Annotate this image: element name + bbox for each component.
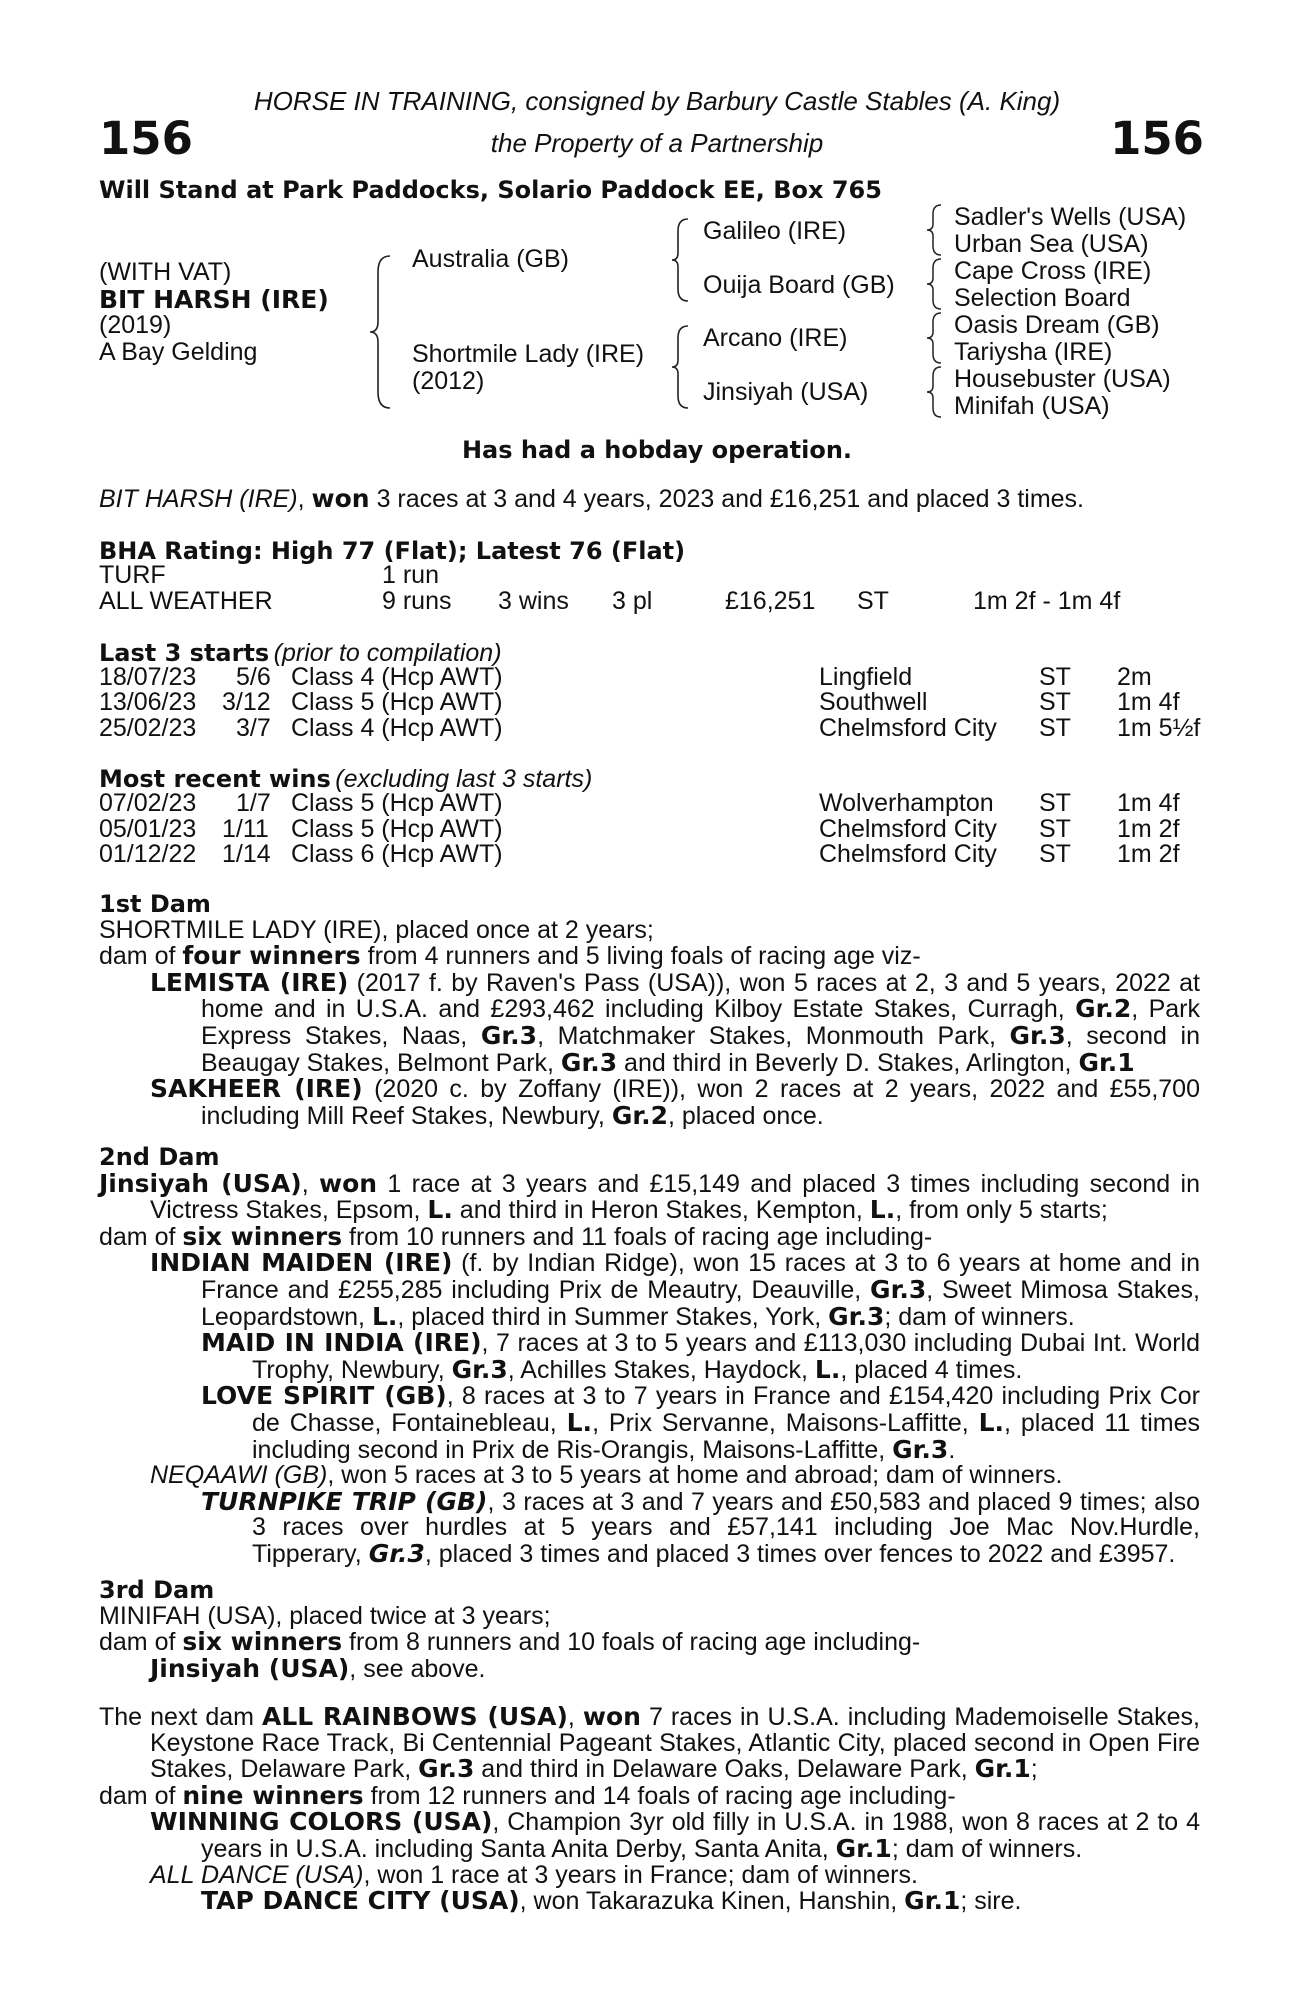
- last3-row-2-date: 25/02/23: [99, 714, 197, 742]
- next-dam-produce: dam of nine winners from 12 runners and 14 foals of racing age including-: [99, 1780, 956, 1810]
- second-dam-produce: dam of six winners from 10 runners and 11 foals of racing age including-: [99, 1221, 933, 1251]
- recent-row-1-class: Class 5 (Hcp AWT): [291, 815, 503, 843]
- recent-row-1-dist: 1m 2f: [1117, 815, 1180, 843]
- pedigree-brace-main: [368, 252, 394, 412]
- last3-row-1-date: 13/06/23: [99, 688, 197, 716]
- pedigree-brace-g3-2: [925, 310, 945, 366]
- last3-row-2-going: ST: [1039, 714, 1071, 742]
- pedigree-g3-7: Minifah (USA): [954, 392, 1110, 420]
- aw-going: ST: [857, 587, 889, 615]
- second-dam-section: [99, 1145, 1200, 1568]
- lot-number-left: 156: [99, 112, 193, 165]
- last3-row-1-class: Class 5 (Hcp AWT): [291, 688, 503, 716]
- summary-horse-name: BIT HARSH (IRE): [99, 485, 298, 513]
- aw-distance: 1m 2f - 1m 4f: [973, 587, 1121, 615]
- turf-runs: 1 run: [382, 561, 439, 589]
- pedigree-brace-g3-1: [925, 256, 945, 312]
- love-spirit-entry: LOVE SPIRIT (GB), 8 races at 3 to 7 years in France and £154,420 including Prix Cor de Chasse, Fontainebleau, L., Prix Servanne, Maisons-Laffitte, L., placed 11 times including second in Prix de Ris-Orangis, Maisons-Laffitte, Gr.3.: [201, 1381, 1200, 1464]
- jinsiyah-ref-entry: Jinsiyah (USA), see above.: [150, 1653, 486, 1683]
- pedigree-brace-g3-3: [925, 364, 945, 420]
- recent-row-0-dist: 1m 4f: [1117, 789, 1180, 817]
- pedigree-g2-3: Jinsiyah (USA): [703, 378, 869, 406]
- recent-note: (excluding last 3 starts): [335, 765, 593, 793]
- last3-row-1-course: Southwell: [819, 688, 928, 716]
- consignor-line: HORSE IN TRAINING, consigned by Barbury Castle Stables (A. King): [253, 86, 1061, 116]
- recent-row-1-course: Chelmsford City: [819, 815, 997, 843]
- winning-colors-entry: WINNING COLORS (USA), Champion 3yr old filly in U.S.A. in 1988, won 8 races at 2 to 4 years in U.S.A. including Santa Anita Derby, Santa Anita, Gr.1; dam of winners.: [150, 1807, 1200, 1863]
- recent-row-2-class: Class 6 (Hcp AWT): [291, 840, 503, 868]
- next-dam-line: The next dam ALL RAINBOWS (USA), won 7 races in U.S.A. including Mademoiselle Stakes, Keystone Race Track, Bi Centennial Pageant Stakes, Atlantic City, placed second in Open Fire Stakes, Delaware Park, Gr.3 and third in Delaware Oaks, Delaware Park, Gr.1;: [99, 1702, 1200, 1784]
- last3-row-0-course: Lingfield: [819, 663, 913, 691]
- last3-note: (prior to compilation): [273, 639, 502, 667]
- last3-row-0-date: 18/07/23: [99, 663, 197, 691]
- last3-row-0-dist: 2m: [1117, 663, 1152, 691]
- race-summary: BIT HARSH (IRE), won 3 races at 3 and 4 years, 2023 and £16,251 and placed 3 times.: [99, 484, 1084, 513]
- pedigree-g2-0: Galileo (IRE): [703, 217, 847, 245]
- third-dam-title: 3rd Dam: [99, 1576, 215, 1604]
- first-dam-line: SHORTMILE LADY (IRE), placed once at 2 years;: [99, 915, 654, 944]
- horse-year: (2019): [99, 311, 172, 339]
- summary-won: won: [311, 484, 370, 513]
- last3-row-1-pos: 3/12: [222, 688, 271, 716]
- first-dam-title: 1st Dam: [99, 890, 211, 918]
- aw-wins: 3 wins: [498, 587, 569, 615]
- last3-row-1-dist: 1m 4f: [1117, 688, 1180, 716]
- hobday-note: Has had a hobday operation.: [461, 436, 853, 464]
- third-dam-section: [99, 1578, 1200, 1682]
- recent-row-1-pos: 1/11: [222, 815, 269, 843]
- last3-row-2-pos: 3/7: [236, 714, 271, 742]
- pedigree-brace-g3-0: [925, 202, 945, 258]
- recent-row-0-date: 07/02/23: [99, 789, 197, 817]
- pedigree-brace-sire: [670, 215, 692, 305]
- bha-rating: BHA Rating: High 77 (Flat); Latest 76 (Flat): [99, 537, 686, 565]
- pedigree-g2-1: Ouija Board (GB): [703, 271, 895, 299]
- recent-row-0-pos: 1/7: [236, 789, 271, 817]
- last3-title: Last 3 starts: [99, 639, 270, 667]
- last3-row-2-course: Chelmsford City: [819, 714, 997, 742]
- vat-note: (WITH VAT): [99, 258, 232, 286]
- tap-dance-city-entry: TAP DANCE CITY (USA), won Takarazuka Kinen, Hanshin, Gr.1; sire.: [201, 1886, 1022, 1916]
- aw-placed: 3 pl: [612, 587, 653, 615]
- horse-name: BIT HARSH (IRE): [99, 285, 329, 314]
- pedigree-dam-year: (2012): [412, 367, 485, 395]
- neqaawi-entry: NEQAAWI (GB), won 5 races at 3 to 5 years at home and abroad; dam of winners.: [150, 1461, 1063, 1490]
- recent-row-2-going: ST: [1039, 840, 1071, 868]
- recent-row-0-course: Wolverhampton: [819, 789, 994, 817]
- recent-row-2-dist: 1m 2f: [1117, 840, 1180, 868]
- pedigree-sire: Australia (GB): [412, 245, 569, 273]
- first-dam-section: [99, 892, 1200, 1129]
- stand-location: Will Stand at Park Paddocks, Solario Paddock EE, Box 765: [99, 176, 882, 204]
- last3-row-0-class: Class 4 (Hcp AWT): [291, 663, 503, 691]
- maid-in-india-entry: MAID IN INDIA (IRE), 7 races at 3 to 5 years and £113,030 including Dubai Int. World Trophy, Newbury, Gr.3, Achilles Stakes, Haydock, L., placed 4 times.: [201, 1328, 1200, 1384]
- aw-runs: 9 runs: [382, 587, 452, 615]
- last3-row-0-pos: 5/6: [236, 663, 271, 691]
- last3-row-0-going: ST: [1039, 663, 1071, 691]
- last3-row-1-going: ST: [1039, 688, 1071, 716]
- pedigree-g3-1: Urban Sea (USA): [954, 230, 1149, 258]
- sakheer-entry: SAKHEER (IRE) (2020 c. by Zoffany (IRE)), won 2 races at 2 years, 2022 and £55,700 including Mill Reef Stakes, Newbury, Gr.2, placed once.: [150, 1074, 1200, 1130]
- turnpike-trip-entry: TURNPIKE TRIP (GB), 3 races at 3 and 7 years and £50,583 and placed 9 times; also 3 races over hurdles at 5 years and £57,141 including Joe Mac Nov.Hurdle, Tipperary, Gr.3, placed 3 times and placed 3 times over fences to 2022 and £3957.: [201, 1486, 1200, 1568]
- pedigree-g3-0: Sadler's Wells (USA): [954, 203, 1187, 231]
- indian-maiden-entry: INDIAN MAIDEN (IRE) (f. by Indian Ridge), won 15 races at 3 to 6 years at home and in France and £255,285 including Prix de Meautry, Deauville, Gr.3, Sweet Mimosa Stakes, Leopardstown, L., placed third in Summer Stakes, York, Gr.3; dam of winners.: [150, 1248, 1200, 1331]
- pedigree-g3-3: Selection Board: [954, 284, 1131, 312]
- second-dam-line: Jinsiyah (USA), won 1 race at 3 years and £15,149 and placed 3 times including second in Victress Stakes, Epsom, L. and third in Heron Stakes, Kempton, L., from only 5 starts;: [99, 1168, 1200, 1225]
- pedigree-g3-4: Oasis Dream (GB): [954, 311, 1160, 339]
- turf-label: TURF: [99, 561, 166, 589]
- third-dam-produce: dam of six winners from 8 runners and 10 foals of racing age including-: [99, 1627, 921, 1657]
- pedigree-brace-dam: [670, 322, 692, 412]
- pedigree-g2-2: Arcano (IRE): [703, 324, 848, 352]
- last3-row-2-class: Class 4 (Hcp AWT): [291, 714, 503, 742]
- recent-row-0-going: ST: [1039, 789, 1071, 817]
- pedigree-dam: Shortmile Lady (IRE): [412, 340, 645, 368]
- recent-row-2-course: Chelmsford City: [819, 840, 997, 868]
- aw-earnings: £16,251: [725, 587, 816, 615]
- recent-row-1-date: 05/01/23: [99, 815, 197, 843]
- aw-label: ALL WEATHER: [99, 587, 273, 615]
- recent-title: Most recent wins: [99, 765, 331, 793]
- recent-row-2-pos: 1/14: [222, 840, 271, 868]
- second-dam-title: 2nd Dam: [99, 1143, 220, 1171]
- recent-row-2-date: 01/12/22: [99, 840, 197, 868]
- third-dam-line: MINIFAH (USA), placed twice at 3 years;: [99, 1601, 551, 1630]
- horse-description: A Bay Gelding: [99, 338, 258, 366]
- pedigree-g3-6: Housebuster (USA): [954, 365, 1171, 393]
- last3-row-2-dist: 1m 5½f: [1117, 714, 1201, 742]
- pedigree-g3-5: Tariysha (IRE): [954, 338, 1113, 366]
- all-dance-entry: ALL DANCE (USA), won 1 race at 3 years in France; dam of winners.: [150, 1860, 918, 1889]
- next-dam-section: [99, 1704, 1200, 1915]
- recent-row-1-going: ST: [1039, 815, 1071, 843]
- lemista-entry: LEMISTA (IRE) (2017 f. by Raven's Pass (USA)), won 5 races at 2, 3 and 5 years, 2022 at home and in U.S.A. and £293,462 including Kilboy Estate Stakes, Curragh, Gr.2, Park Express Stakes, Naas, Gr.3, Matchmaker Stakes, Monmouth Park, Gr.3, second in Beaugay Stakes, Belmont Park, Gr.3 and third in Beverly D. Stakes, Arlington, Gr.1: [150, 967, 1201, 1077]
- summary-text: 3 races at 3 and 4 years, 2023 and £16,251 and placed 3 times.: [376, 485, 1084, 513]
- pedigree-g3-2: Cape Cross (IRE): [954, 257, 1152, 285]
- lot-number-right: 156: [1110, 112, 1204, 165]
- recent-row-0-class: Class 5 (Hcp AWT): [291, 789, 503, 817]
- property-line: the Property of a Partnership: [490, 128, 824, 158]
- first-dam-produce: dam of four winners from 4 runners and 5 living foals of racing age viz-: [99, 941, 921, 971]
